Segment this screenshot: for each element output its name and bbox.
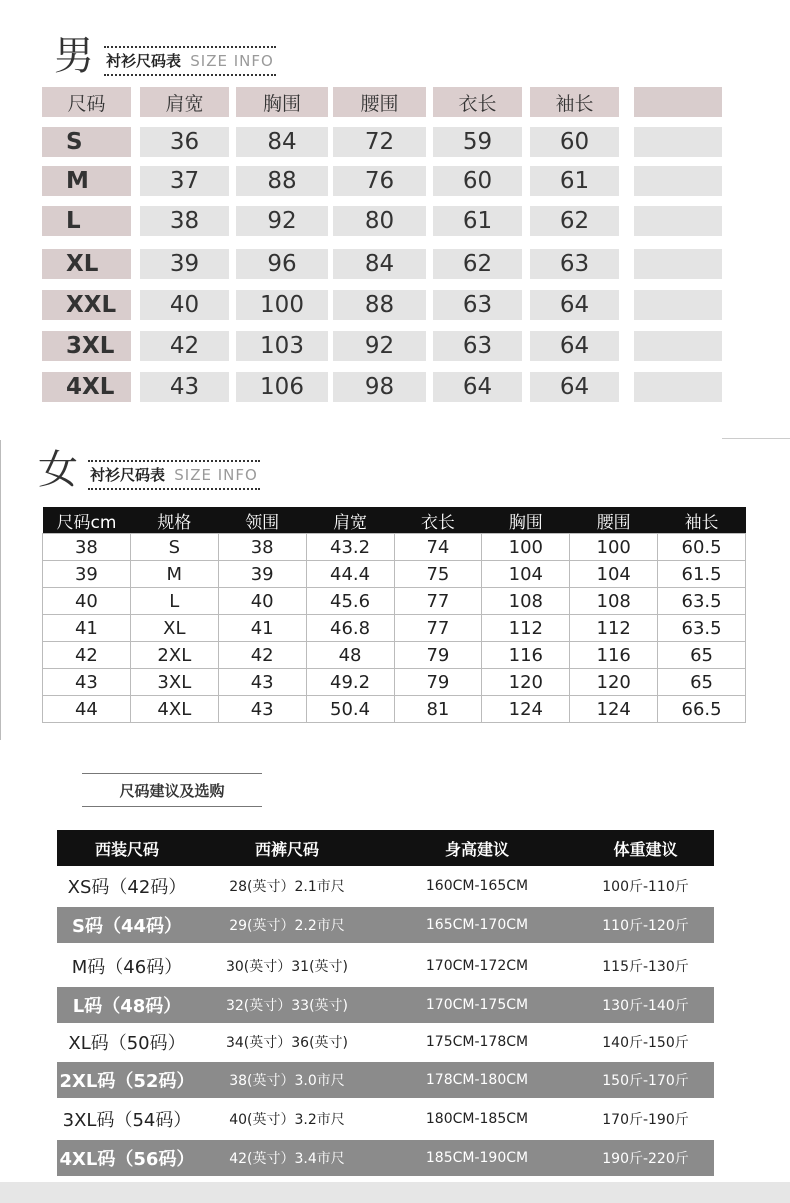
women-table-cell: 108	[570, 588, 658, 615]
women-table-cell: 40	[43, 588, 131, 615]
men-value-cell: 39	[140, 249, 229, 279]
recommendation-cell: 110斤-120斤	[602, 918, 689, 934]
men-section-header	[54, 33, 276, 79]
recommendation-title: 尺码建议及选购	[82, 773, 262, 807]
men-value-cell: 88	[236, 166, 328, 196]
recommendation-cell: 150斤-170斤	[602, 1073, 689, 1089]
men-size-label: S	[42, 127, 131, 157]
recommendation-row	[57, 868, 714, 904]
women-table-cell: 38	[43, 534, 131, 561]
men-value-cell: 36	[140, 127, 229, 157]
men-blank-cell	[634, 166, 722, 196]
women-table-cell: 42	[43, 642, 131, 669]
recommendation-cell: 165CM-170CM	[425, 917, 529, 933]
men-value-cell: 42	[140, 331, 229, 361]
women-table-row	[43, 588, 746, 615]
women-table-cell: 77	[394, 588, 482, 615]
women-table-cell: 48	[306, 642, 394, 669]
men-value-cell: 62	[530, 206, 619, 236]
women-size-info-title	[88, 460, 260, 490]
women-table-cell: M	[130, 561, 218, 588]
men-size-info-title	[104, 46, 276, 76]
recommendation-cell: S码（44码）	[71, 916, 182, 937]
recommendation-cell: 178CM-180CM	[425, 1072, 529, 1088]
men-value-cell: 38	[140, 206, 229, 236]
recommendation-cell: 115斤-130斤	[602, 959, 689, 975]
recommendation-cell: 28(英寸）2.1市尺	[229, 879, 345, 895]
men-value-cell: 100	[236, 290, 328, 320]
men-value-cell: 84	[333, 249, 426, 279]
men-value-cell: 96	[236, 249, 328, 279]
recommendation-cell: XS码（42码）	[67, 877, 187, 898]
men-value-cell: 63	[433, 290, 522, 320]
women-table-cell: 41	[218, 615, 306, 642]
women-table-cell: 116	[482, 642, 570, 669]
recommendation-cell: 30(英寸）31(英寸)	[225, 959, 348, 975]
recommendation-cell: 100斤-110斤	[602, 879, 689, 895]
men-value-cell: 43	[140, 372, 229, 402]
recommendation-cell: 160CM-165CM	[425, 878, 529, 894]
women-header-cell: 领围	[218, 507, 306, 534]
men-size-label: L	[42, 206, 131, 236]
women-table-cell: 49.2	[306, 669, 394, 696]
men-value-cell: 64	[530, 372, 619, 402]
women-table-row	[43, 615, 746, 642]
men-header-cell: 胸围	[236, 87, 328, 117]
recommendation-cell: 4XL码（56码）	[59, 1149, 195, 1170]
women-table-cell: 43	[43, 669, 131, 696]
men-value-cell: 88	[333, 290, 426, 320]
recommendation-cell: 185CM-190CM	[425, 1150, 529, 1166]
women-table-cell: 79	[394, 642, 482, 669]
men-value-cell: 72	[333, 127, 426, 157]
recommendation-cell: XL码（50码）	[68, 1033, 186, 1054]
men-size-label: 4XL	[42, 372, 131, 402]
recommendation-cell: 175CM-178CM	[425, 1034, 529, 1050]
recommendation-cell: 2XL码（52码）	[59, 1071, 195, 1092]
women-table-cell: 120	[570, 669, 658, 696]
recommendation-cell: 170CM-175CM	[425, 997, 529, 1013]
men-value-cell: 80	[333, 206, 426, 236]
women-table-cell: 112	[482, 615, 570, 642]
men-header-cell: 腰围	[333, 87, 426, 117]
recommendation-cell: 140斤-150斤	[602, 1035, 689, 1051]
men-value-cell: 59	[433, 127, 522, 157]
recommendation-cell: 42(英寸）3.4市尺	[229, 1151, 345, 1167]
women-table-cell: 74	[394, 534, 482, 561]
recommendation-cell: 40(英寸）3.2市尺	[229, 1112, 345, 1128]
men-blank-cell	[634, 290, 722, 320]
men-size-label: XXL	[42, 290, 131, 320]
men-header-cell: 袖长	[530, 87, 619, 117]
women-table-cell: 63.5	[658, 588, 746, 615]
men-value-cell: 61	[433, 206, 522, 236]
men-size-label: XL	[42, 249, 131, 279]
women-header-cell: 尺码cm	[43, 507, 131, 534]
recommendation-cell: 170斤-190斤	[602, 1112, 689, 1128]
women-table-cell: 100	[570, 534, 658, 561]
women-table-row	[43, 669, 746, 696]
men-value-cell: 64	[530, 331, 619, 361]
women-header-cell: 规格	[130, 507, 218, 534]
rec-header-cell: 西装尺码	[94, 839, 159, 859]
men-value-cell: 103	[236, 331, 328, 361]
women-table-cell: 104	[570, 561, 658, 588]
women-table-cell: 2XL	[130, 642, 218, 669]
women-table-cell: 104	[482, 561, 570, 588]
women-table-cell: 39	[218, 561, 306, 588]
women-table-cell: 79	[394, 669, 482, 696]
women-table-cell: 120	[482, 669, 570, 696]
recommendation-row	[57, 907, 714, 943]
men-blank-cell	[634, 206, 722, 236]
men-value-cell: 61	[530, 166, 619, 196]
recommendation-cell: M码（46码）	[71, 957, 183, 978]
women-header-cell: 胸围	[482, 507, 570, 534]
women-table-cell: 50.4	[306, 696, 394, 723]
men-size-label: M	[42, 166, 131, 196]
men-value-cell: 62	[433, 249, 522, 279]
women-subtitle-en: SIZE INFO	[174, 466, 258, 484]
men-value-cell: 37	[140, 166, 229, 196]
women-table-cell: 81	[394, 696, 482, 723]
men-value-cell: 60	[530, 127, 619, 157]
recommendation-cell: 170CM-172CM	[425, 958, 529, 974]
men-header-cell: 衣长	[433, 87, 522, 117]
women-table-row	[43, 642, 746, 669]
men-value-cell: 92	[236, 206, 328, 236]
women-table-row	[43, 696, 746, 723]
women-table-row	[43, 561, 746, 588]
recommendation-cell: 130斤-140斤	[602, 998, 689, 1014]
women-table-cell: 63.5	[658, 615, 746, 642]
men-size-label: 3XL	[42, 331, 131, 361]
women-table-cell: 61.5	[658, 561, 746, 588]
women-table-cell: XL	[130, 615, 218, 642]
men-value-cell: 40	[140, 290, 229, 320]
recommendation-row	[57, 1140, 714, 1176]
women-section-header	[38, 447, 260, 493]
women-table-cell: 40	[218, 588, 306, 615]
women-header-cell: 腰围	[570, 507, 658, 534]
women-table-cell: 100	[482, 534, 570, 561]
women-table-cell: 43	[218, 669, 306, 696]
women-table-cell: 38	[218, 534, 306, 561]
women-table-cell: 65	[658, 669, 746, 696]
men-subtitle-en: SIZE INFO	[190, 52, 274, 70]
women-table-cell: 41	[43, 615, 131, 642]
women-table-cell: 77	[394, 615, 482, 642]
women-table-cell: 42	[218, 642, 306, 669]
women-header-cell: 衣长	[394, 507, 482, 534]
men-blank-cell	[634, 331, 722, 361]
recommendation-row	[57, 948, 714, 984]
women-table-cell: 45.6	[306, 588, 394, 615]
men-value-cell: 98	[333, 372, 426, 402]
recommendation-cell: 29(英寸）2.2市尺	[229, 918, 345, 934]
women-table-cell: 65	[658, 642, 746, 669]
men-value-cell: 76	[333, 166, 426, 196]
men-header-cell: 肩宽	[140, 87, 229, 117]
women-table-cell: 112	[570, 615, 658, 642]
women-table-header-row	[43, 507, 746, 534]
women-table-cell: 46.8	[306, 615, 394, 642]
footer-band	[0, 1182, 790, 1203]
men-blank-cell	[634, 372, 722, 402]
women-table-cell: 124	[570, 696, 658, 723]
men-value-cell: 64	[433, 372, 522, 402]
women-table-cell: 66.5	[658, 696, 746, 723]
women-subtitle-cn: 衬衫尺码表	[90, 466, 166, 484]
recommendation-cell: 190斤-220斤	[602, 1151, 689, 1167]
women-table-cell: L	[130, 588, 218, 615]
right-divider	[722, 438, 790, 439]
recommendation-cell: 180CM-185CM	[425, 1111, 529, 1127]
women-table-cell: 43.2	[306, 534, 394, 561]
women-table-cell: 60.5	[658, 534, 746, 561]
women-table-cell: 75	[394, 561, 482, 588]
men-blank-cell	[634, 249, 722, 279]
recommendation-cell: 38(英寸）3.0市尺	[229, 1073, 345, 1089]
men-blank-cell	[634, 127, 722, 157]
recommendation-cell: L码（48码）	[72, 996, 182, 1017]
recommendation-cell: 32(英寸）33(英寸)	[225, 998, 348, 1014]
men-value-cell: 92	[333, 331, 426, 361]
women-table-cell: 44	[43, 696, 131, 723]
men-value-cell: 63	[433, 331, 522, 361]
men-value-cell: 60	[433, 166, 522, 196]
men-blank-cell	[634, 87, 722, 117]
women-table-cell: 44.4	[306, 561, 394, 588]
men-value-cell: 64	[530, 290, 619, 320]
women-gender-label: 女	[38, 447, 78, 493]
men-subtitle-cn: 衬衫尺码表	[106, 52, 182, 70]
men-header-cell: 尺码	[42, 87, 131, 117]
women-table-cell: 39	[43, 561, 131, 588]
women-table-cell: 4XL	[130, 696, 218, 723]
men-value-cell: 106	[236, 372, 328, 402]
women-table-cell: 116	[570, 642, 658, 669]
women-size-table	[42, 507, 746, 723]
rec-header-cell: 体重建议	[613, 839, 678, 859]
recommendation-row	[57, 987, 714, 1023]
women-table-row	[43, 534, 746, 561]
men-gender-label: 男	[54, 33, 94, 79]
recommendation-cell: 34(英寸）36(英寸)	[225, 1035, 348, 1051]
rec-header-cell: 身高建议	[444, 839, 509, 859]
recommendation-header-row	[57, 830, 714, 866]
recommendation-cell: 3XL码（54码）	[62, 1110, 192, 1131]
women-header-cell: 肩宽	[306, 507, 394, 534]
men-value-cell: 84	[236, 127, 328, 157]
women-table-cell: 124	[482, 696, 570, 723]
women-header-cell: 袖长	[658, 507, 746, 534]
women-table-cell: 3XL	[130, 669, 218, 696]
recommendation-row	[57, 1062, 714, 1098]
rec-header-cell: 西裤尺码	[254, 839, 319, 859]
women-table-cell: S	[130, 534, 218, 561]
recommendation-row	[57, 1024, 714, 1060]
recommendation-row	[57, 1101, 714, 1137]
women-table-cell: 43	[218, 696, 306, 723]
left-divider	[0, 440, 1, 740]
men-value-cell: 63	[530, 249, 619, 279]
women-table-cell: 108	[482, 588, 570, 615]
